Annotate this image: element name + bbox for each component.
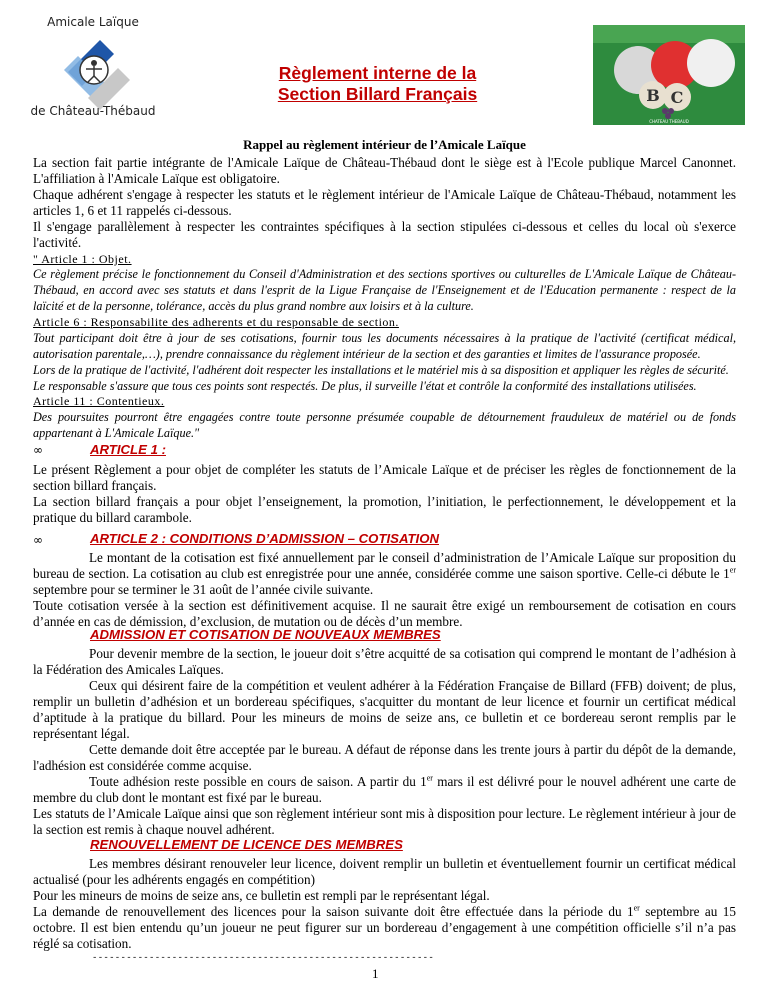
admission-paragraph-3: Cette demande doit être acceptée par le bureau. A défaut de réponse dans les trente jours à partir du dépôt de la demande, l'adhésion est considérée comme acquise. xyxy=(33,742,736,773)
article-2-paragraph-2: Toute cotisation versée à la section est définitivement acquise. Il ne saurait être exigé un remboursement de cotisation en cours d’année en cas de démission, d’exclusion, de mutation ou de décès d’un membre. xyxy=(33,598,736,629)
statute-article-6-text-3: Le responsable s'assure que tous ces points sont respectés. De plus, il surveille l'état et contrôle la conformité des installations utilisées. xyxy=(33,379,697,393)
article-1-heading: ARTICLE 1 : xyxy=(90,442,166,457)
article-2-heading: ARTICLE 2 : CONDITIONS D’ADMISSION – COTISATION xyxy=(90,531,439,546)
article-2-bullet: ∞ xyxy=(33,533,43,547)
renouvellement-paragraph-3: La demande de renouvellement des licences pour la saison suivante doit être effectuée dans la période du 1er septembre au 15 octobre. Il est bien entendu qu’un joueur ne peut figurer sur un bordereau d’engagement à une compétition officielle s’il n’a pas réglé sa cotisation. xyxy=(33,903,736,951)
logo-letter-c: C xyxy=(670,88,684,107)
renouvellement-paragraph-2: Pour les mineurs de moins de seize ans, ce bulletin est rempli par le représentant légal. xyxy=(33,888,490,903)
page-title-line2: Section Billard Français xyxy=(277,84,478,104)
statute-article-11-text: Des poursuites pourront être engagées contre toute personne présumée coupable de détournement frauduleux de matériel ou de fonds appartenant à L'Amicale Laïque." xyxy=(33,410,736,440)
logo-left-top-text: Amicale Laïque xyxy=(47,15,139,29)
statute-article-11-title: Article 11 : Contentieux. xyxy=(33,394,165,408)
rappel-paragraph-1: La section fait partie intégrante de l'Amicale Laïque de Château-Thébaud dont le siège est à l'Ecole publique Marcel Canonnet. L'affiliation à l'Amicale Laïque est obligatoire. xyxy=(33,155,736,186)
logo-right-caption: CHATEAU THEBAUD xyxy=(649,119,689,124)
article-2-paragraph-1: Le montant de la cotisation est fixé annuellement par le conseil d’administration de l’Amicale Laïque sur proposition du bureau de section. La cotisation au club est enregistrée pour une année, considérée comme une saison sportive. Celle-ci débute le 1er septembre pour se terminer le 31 août de l’année civile suivante. xyxy=(33,550,736,597)
statute-article-1-text: Ce règlement précise le fonctionnement du Conseil d'Administration et des sections sportives ou culturelles de L'Amicale Laïque de Château-Thébaud, en accord avec ses statuts et dans l'esprit de la Ligue Française de l'Enseignement et de l'Education permanente : respect de la laïcité et de la personne, tolérance, accès du plus grand nombre aux loisirs et à la culture. xyxy=(33,267,736,313)
renouvellement-heading: RENOUVELLEMENT DE LICENCE DES MEMBRES xyxy=(90,837,403,852)
admission-paragraph-5: Les statuts de l’Amicale Laïque ainsi que son règlement intérieur sont mis à disposition pour lecture. Le règlement intérieur à jour de la section est remis à chaque nouvel adhérent. xyxy=(33,806,736,837)
billard-club-logo xyxy=(593,25,745,125)
statute-article-1-title: " Article 1 : Objet. xyxy=(33,252,132,266)
admission-paragraph-4: Toute adhésion reste possible en cours de saison. A partir du 1er mars il est délivré pour le nouvel adhérent une carte de membre du club dont le montant est fixé par le bureau. xyxy=(33,773,736,805)
statute-article-6-text-1: Tout participant doit être à jour de ses cotisations, fournir tous les documents nécessaires à la pratique de l'activité (certificat médical, autorisation parentale,…), prendre connaissance du règlement intérieur de la section et des garanties et limites de l'assurance proposée. xyxy=(33,331,736,361)
footer-rule: ------------------------------------------------------------ xyxy=(92,953,435,963)
logo-letter-b: B xyxy=(646,86,660,105)
page-title-line1: Règlement interne de la xyxy=(278,63,477,83)
article-1-paragraph-1: Le présent Règlement a pour objet de compléter les statuts de l’Amicale Laïque et de préciser les règles de fonctionnement de la section billard français. xyxy=(33,462,736,493)
article-1-bullet: ∞ xyxy=(33,443,43,457)
rappel-paragraph-2: Chaque adhérent s'engage à respecter les statuts et le règlement intérieur de l'Amicale Laïque de Château-Thébaud, notamment les articles 1, 6 et 11 rappelés ci-dessous. xyxy=(33,187,736,218)
admission-paragraph-1: Pour devenir membre de la section, le joueur doit s’être acquitté de sa cotisation qui comprend le montant de l’adhésion à la Fédération des Amicales Laïques. xyxy=(33,646,736,677)
statute-article-6-text-2: Lors de la pratique de l'activité, l'adhérent doit respecter les installations et le matériel mis à sa disposition et appliquer les règles de sécurité. xyxy=(33,363,729,377)
admission-heading: ADMISSION ET COTISATION DE NOUVEAUX MEMBRES xyxy=(90,627,441,642)
rappel-heading: Rappel au règlement intérieur de l’Amicale Laïque xyxy=(243,137,526,152)
article-1-paragraph-2: La section billard français a pour objet l’enseignement, la promotion, l’initiation, le perfectionnement, le développement et la pratique du billard carambole. xyxy=(33,494,736,525)
renouvellement-paragraph-1: Les membres désirant renouveler leur licence, doivent remplir un bulletin et éventuellement fournir un certificat médical actualisé (pour les adhérents engagés en compétition) xyxy=(33,856,736,887)
logo-left-bottom-text: de Château-Thébaud xyxy=(30,104,156,117)
amicale-laique-logo xyxy=(18,12,168,117)
page-number: 1 xyxy=(372,966,379,981)
statute-article-6-title: Article 6 : Responsabilite des adherents et du responsable de section. xyxy=(33,315,399,329)
rappel-paragraph-3: Il s'engage parallèlement à respecter les contraintes spécifiques à la section stipulées ci-dessous et celles du local où s'exerce l'activité. xyxy=(33,219,736,250)
admission-paragraph-2: Ceux qui désirent faire de la compétition et veulent adhérer à la Fédération Française de Billard (FFB) doivent; de plus, remplir un bulletin d’adhésion et un bordereau spécifiques, s'acquitter du montant de leur licence et fournir un certificat médical d’aptitude à la pratique du billard. Pour les mineurs de moins de seize ans, ce bulletin et ce bordereau seront remplis par le représentant légal. xyxy=(33,678,736,741)
